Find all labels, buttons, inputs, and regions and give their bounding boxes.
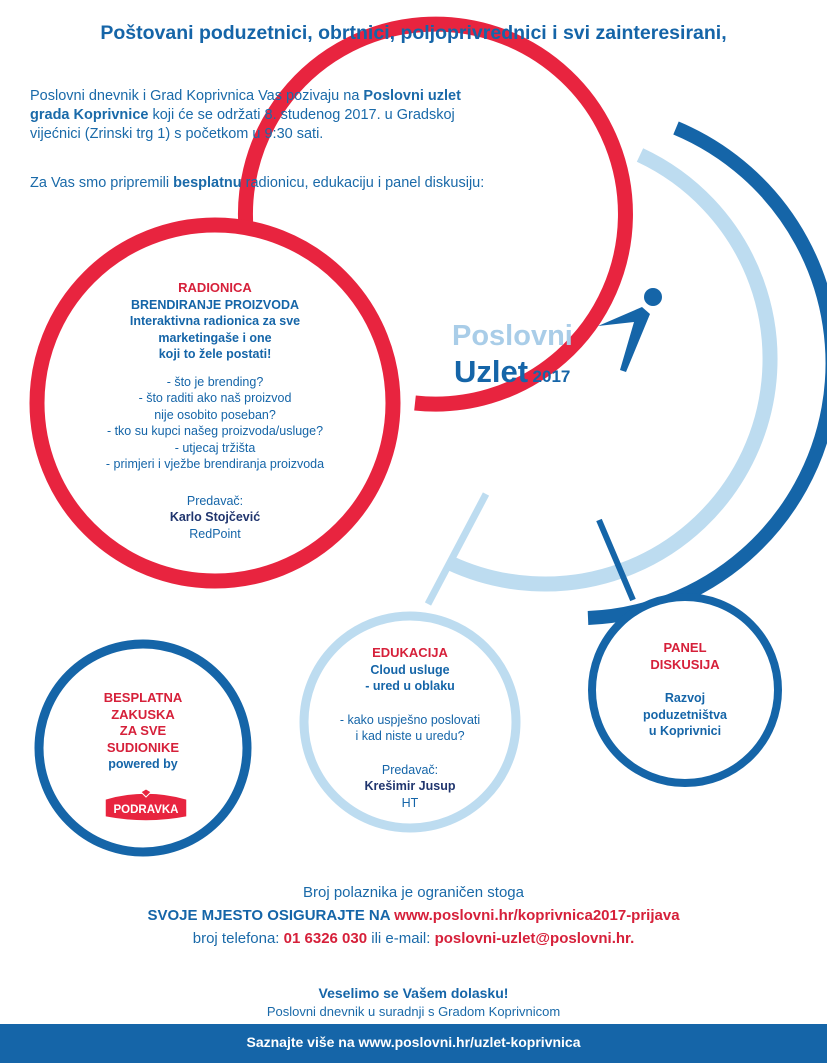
panel-title-1: PANEL [663, 640, 707, 655]
zakuska-line-2: ZAKUSKA [111, 706, 175, 722]
edukacija-speaker-name: Krešimir Jusup [364, 779, 456, 793]
edukacija-speaker-company: HT [401, 795, 419, 810]
free-word: besplatnu [173, 175, 242, 191]
intro-text-venue: vijećnici (Zrinski trg 1) s početkom u 9:30 sati. [30, 126, 324, 142]
zakuska-line-3: ZA SVE [119, 723, 167, 738]
intro-paragraph [30, 87, 610, 144]
zakuska-powered-by: powered by [108, 757, 178, 771]
radionica-bullet: - što je brending? [166, 374, 264, 389]
radionica-subtitle: BRENDIRANJE PROIZVODA [130, 297, 300, 312]
panel-desc-2: poduzetništva [642, 707, 728, 722]
event-name-cont: grada Koprivnice [30, 107, 149, 123]
edukacija-title: EDUKACIJA [372, 645, 448, 660]
radionica-desc-2: marketingaše i one [158, 330, 272, 345]
welcome-text: Veselimo se Vašem dolasku! [318, 985, 509, 1001]
logo-word-poslovni: Poslovni [452, 320, 573, 352]
zakuska-content [73, 690, 213, 773]
registration-link[interactable]: www.poslovni.hr/koprivnica2017-prijava [394, 907, 680, 924]
logo-figure-head-icon [644, 288, 662, 306]
podravka-logo [101, 789, 191, 823]
panel-desc-1: Razvoj [664, 691, 706, 705]
panel-title-2: DISKUSIJA [650, 656, 720, 672]
radionica-speaker-company: RedPoint [189, 526, 241, 541]
radionica-speaker-name: Karlo Stojčević [169, 510, 261, 524]
radionica-content [60, 280, 370, 542]
radionica-bullet: nije osobito poseban? [154, 407, 276, 422]
edukacija-subtitle-1: Cloud usluge [370, 662, 450, 677]
edukacija-bullet: - kako uspješno poslovati [339, 712, 481, 727]
email-label: ili e-mail: [367, 930, 435, 947]
intro-paragraph-2 [30, 174, 630, 193]
radionica-desc-3: koji to žele postati! [158, 347, 272, 361]
radionica-desc-1: Interaktivna radionica za sve [129, 314, 301, 328]
podravka-logo-text: PODRAVKA [113, 804, 179, 816]
intro2-text: Za Vas smo pripremili [30, 175, 174, 191]
edukacija-content [310, 645, 510, 811]
edukacija-speaker-label: Predavač: [381, 762, 439, 777]
connector-edukacija [428, 494, 486, 604]
phone-number[interactable]: 01 6326 030 [283, 930, 368, 947]
logo-figure-body-icon [598, 307, 650, 372]
connector-panel [599, 520, 633, 600]
headline: Poštovani poduzetnici, obrtnici, poljoprivrednici i svi zainteresirani, [100, 22, 727, 44]
logo-uzlet-text: Uzlet [454, 354, 529, 389]
zakuska-line-4: SUDIONIKE [106, 739, 180, 755]
radionica-bullet: - što raditi ako naš proizvod [138, 391, 292, 405]
intro2-text-cont: radionicu, edukaciju i panel diskusiju: [241, 175, 485, 191]
register-line [0, 904, 827, 927]
contact-line [0, 927, 827, 950]
panel-desc-3: u Koprivnici [648, 724, 722, 738]
poslovni-uzlet-logo [452, 320, 592, 398]
edukacija-subtitle-2: - ured u oblaku [365, 679, 455, 693]
registration-info [0, 881, 827, 950]
panel-content [605, 640, 765, 740]
intro-text-cont: koji će se održati 8. studenog 2017. u Gradskoj [148, 107, 455, 123]
radionica-title: RADIONICA [178, 280, 252, 295]
intro-text: Poslovni dnevnik i Grad Koprivnica Vas pozivaju na [30, 88, 364, 104]
register-text: SVOJE MJESTO OSIGURAJTE NA [147, 907, 395, 924]
limited-seats-text: Broj polaznika je ograničen stoga [303, 884, 524, 901]
cooperation-text: Poslovni dnevnik u suradnji s Gradom Koprivnicom [266, 1004, 561, 1019]
logo-year-text: 2017 [532, 367, 571, 386]
email-link[interactable]: poslovni-uzlet@poslovni.hr. [434, 930, 635, 947]
radionica-bullet: - primjeri i vježbe brendiranja proizvoda [105, 457, 325, 471]
radionica-bullet: - utjecaj tržišta [174, 440, 256, 455]
logo-word-uzlet [454, 352, 592, 398]
edukacija-bullet: i kad niste u uredu? [355, 729, 465, 743]
footer-link[interactable]: Saznajte više na www.poslovni.hr/uzlet-koprivnica [246, 1034, 581, 1050]
radionica-bullet: - tko su kupci našeg proizvoda/usluge? [106, 424, 324, 438]
zakuska-line-1: BESPLATNA [103, 690, 183, 705]
phone-label: broj telefona: [192, 930, 284, 947]
radionica-speaker-label: Predavač: [186, 493, 244, 508]
event-name: Poslovni uzlet [363, 88, 461, 104]
